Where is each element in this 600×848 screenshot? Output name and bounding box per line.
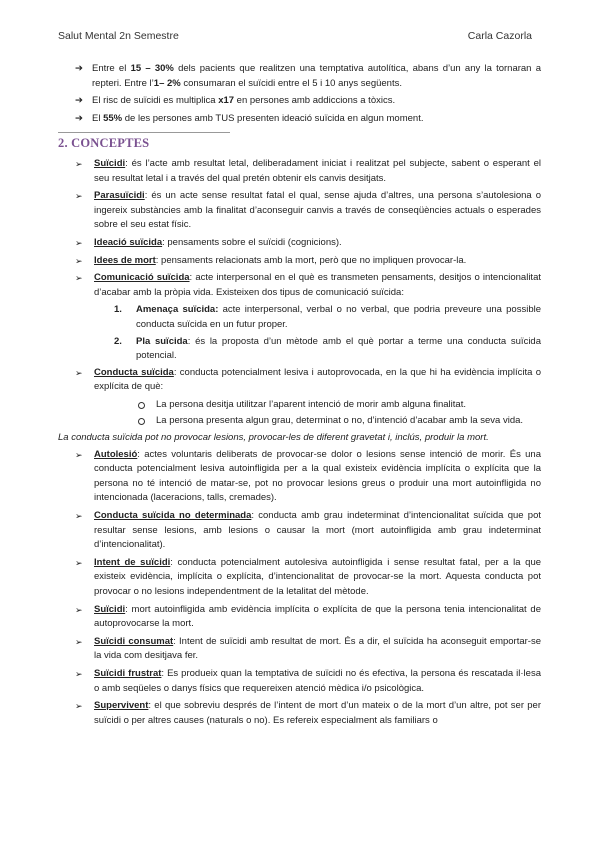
concept-item: ➢ Suïcidi consumat: Intent de suïcidi amb resultat de mort. És a dir, el suïcida ha aconseguit emportar-se la vida com desitjava fer. bbox=[75, 635, 541, 662]
concept-item: ➢ Ideació suïcida: pensaments sobre el suïcidi (cognicions). bbox=[58, 236, 541, 251]
concept-item: ➢ Conducta suïcida no determinada: conducta amb grau indeterminat d’intencionalitat suïcida que pot resultar sense lesions, amb lesions o causar la mort (mort autoinfligida amb grau indeterminat d’intencionalitat). bbox=[75, 510, 541, 551]
chevron-icon: ➢ bbox=[75, 701, 83, 712]
arrow-icon: ➔ bbox=[75, 112, 83, 124]
chevron-icon: ➢ bbox=[75, 636, 83, 647]
concept-item: ➢ Comunicació suïcida: acte interpersonal en el què es transmeten pensaments, desitjos o intencionalitat d’acabar amb la pròpia vida. Existeixen dos tipus de comunicació suïcida: bbox=[75, 272, 541, 298]
chevron-icon: ➢ bbox=[75, 255, 83, 266]
divider bbox=[58, 132, 230, 133]
header-author: Carla Cazorla bbox=[467, 30, 532, 42]
concept-item: ➢ Suïcidi frustrat: Es produeix quan la temptativa de suïcidi no és efectiva, la persona és rescatada il·lesa o amb seqüeles o danys físics que requereixen atenció mèdica i/o psicològica. bbox=[75, 667, 541, 694]
chevron-icon: ➢ bbox=[75, 557, 83, 568]
chevron-icon: ➢ bbox=[75, 604, 83, 615]
concept-item: ➢ Suïcidi: és l’acte amb resultat letal, deliberadament iniciat i realitzat pel subjecte, sabent o esperant el seu resultat letal i a través del qual pretén obtenir els canvis desitjats. bbox=[75, 157, 541, 184]
chevron-icon: ➢ bbox=[75, 273, 83, 284]
header-subject: Salut Mental 2n Semestre bbox=[58, 30, 179, 42]
sub-item: La persona desitja utilitzar l’aparent intenció de morir amb alguna finalitat. bbox=[58, 398, 541, 413]
concept-item: ➢ Conducta suïcida: conducta potencialment lesiva i autoprovocada, en la que hi ha evidència implícita o explícita de què: bbox=[75, 366, 541, 393]
chevron-icon: ➢ bbox=[75, 237, 83, 248]
concept-item: ➢ Intent de suïcidi: conducta potencialment autolesiva autoinfligida i sense resultat fatal, per a la que existeix evidència, implícita o explícita, d’intencionalitat de provocar-se la mort. Aquesta conducta pot provocar o no lesions independentment de la letalitat del mètode. bbox=[75, 556, 542, 597]
circle-bullet-icon bbox=[138, 418, 145, 425]
concept-item: ➢ Autolesió: actes voluntaris deliberats de provocar-se dolor o lesions sense intenció de morir. És una conducta potencialment lesiva autoinfligida per a la qual existeix evidència implícita o explícita que la persona no té intenció de matar-se, pot no provocar lesions greus o produir una mort autoinfligida no intencionada (laceracions, talls, cremades). bbox=[75, 448, 541, 504]
numbered-item: 1. Amenaça suïcida: acte interpersonal, verbal o no verbal, que podria preveure una possible conducta suïcida en un futur proper. bbox=[114, 304, 541, 330]
concept-item: ➢ Supervivent: el que sobreviu després de l’intent de mort d’un mateix o de la mort d’un altre, pot ser per suïcidi o per altres causes (naturals o no). Es refereix especialment als familiars o bbox=[75, 700, 541, 726]
page-content bbox=[58, 62, 541, 731]
chevron-icon: ➢ bbox=[75, 191, 83, 202]
numbered-item: 2. Pla suïcida: és la proposta d’un mètode amb el què portar a terme una conducta suïcida potencial. bbox=[114, 335, 541, 362]
concept-item: ➢ Idees de mort: pensaments relacionats amb la mort, però que no impliquen provocar-la. bbox=[58, 254, 541, 269]
chevron-icon: ➢ bbox=[75, 511, 83, 522]
chevron-icon: ➢ bbox=[75, 367, 83, 378]
list-item: ➔ El risc de suïcidi es multiplica x17 en persones amb addiccions a tòxics. bbox=[58, 94, 541, 109]
section-title: 2. CONCEPTES bbox=[58, 136, 150, 151]
sub-item: La persona presenta algun grau, determinat o no, d’intenció d’acabar amb la seva vida. bbox=[58, 414, 541, 429]
chevron-icon: ➢ bbox=[75, 668, 83, 679]
circle-bullet-icon bbox=[138, 402, 145, 409]
arrow-icon: ➔ bbox=[75, 63, 83, 74]
chevron-icon: ➢ bbox=[75, 449, 83, 460]
arrow-icon: ➔ bbox=[75, 95, 83, 107]
chevron-icon: ➢ bbox=[75, 158, 83, 169]
list-item: ➔ El 55% de les persones amb TUS presenten ideació suïcida en algun moment. bbox=[58, 112, 541, 127]
list-item: ➔ Entre el 15 – 30% dels pacients que realitzen una temptativa autolítica, abans d’un any la tornaran a repteri. Entre l’1– 2% consumaran el suïcidi entre el 5 i 10 anys següents. bbox=[75, 63, 541, 89]
concept-item: ➢ Suïcidi: mort autoinfligida amb evidència implícita o explícita de que la persona tenia intencionalitat de autoprovocarse la mort. bbox=[75, 603, 541, 630]
italic-note: La conducta suïcida pot no provocar lesions, provocar-les de diferent gravetat i, inclús, produir la mort. bbox=[58, 432, 489, 444]
concept-item: ➢ Parasuïcidi: és un acte sense resultat fatal el qual, sense ajuda d’altres, una persona s’autolesiona o ingereix substàncies amb la finalitat d’aconseguir canvis a través de conseqüències actuals o esperades sobre el seu estat físic. bbox=[75, 190, 541, 231]
